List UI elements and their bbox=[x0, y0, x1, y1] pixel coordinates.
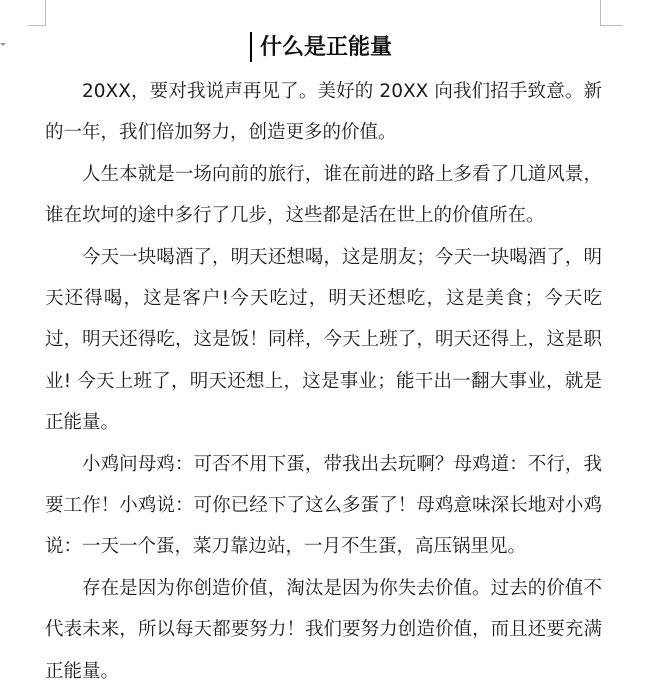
document-body[interactable] bbox=[45, 71, 602, 692]
paragraph[interactable]: 今天一块喝酒了，明天还想喝，这是朋友；今天一块喝酒了，明天还得喝，这是客户!今天吃过，明天还想吃，这是美食；今天吃过，明天还得吃，这是饭！同样，今天上班了，明天还得上，这是职业! 今天上班了，明天还想上，这是事业；能干出一翻大事业，就是正能量。 bbox=[45, 246, 602, 434]
crop-mark-top-right bbox=[600, 0, 623, 26]
paragraph[interactable]: 存在是因为你创造价值，淘汰是因为你失去价值。过去的价值不代表未来，所以每天都要努力！我们要努力创造价值，而且还要充满正能量。 bbox=[45, 577, 602, 682]
crop-mark-top-left bbox=[28, 0, 46, 26]
paragraph[interactable]: 人生本就是一场向前的旅行，谁在前进的路上多看了几道风景，谁在坎坷的途中多行了几步，这些都是活在世上的价值所在。 bbox=[45, 163, 602, 227]
text-cursor bbox=[250, 32, 252, 62]
document-title[interactable]: 什么是正能量 bbox=[259, 35, 392, 60]
paragraph[interactable]: 20XX，要对我说声再见了。美好的 20XX 向我们招手致意。新的一年，我们倍加努力，创造更多的价值。 bbox=[45, 81, 602, 144]
paragraph[interactable]: 小鸡问母鸡：可否不用下蛋，带我出去玩啊？母鸡道：不行，我要工作！小鸡说：可你已经下了这么多蛋了！母鸡意味深长地对小鸡说：一天一个蛋，菜刀靠边站，一月不生蛋，高压锅里见。 bbox=[45, 453, 602, 558]
